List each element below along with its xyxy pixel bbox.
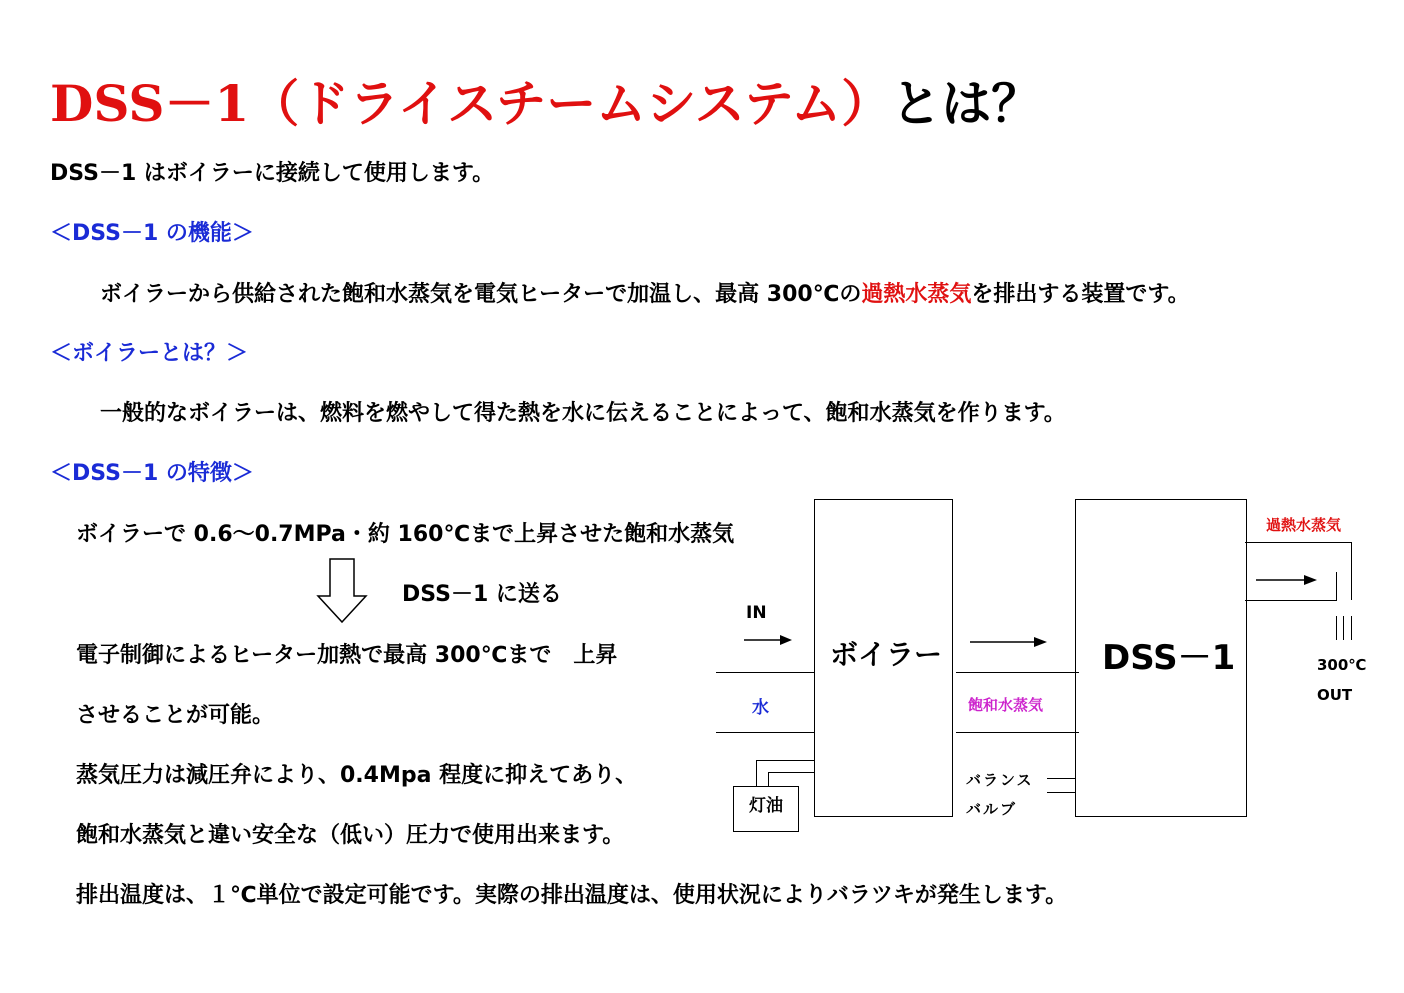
heading-features: ＜DSS－1 の特徴＞ <box>50 461 254 486</box>
steam-line-bottom <box>956 732 1079 733</box>
feature-line-1: ボイラーで 0.6～0.7MPa・約 160℃まで上昇させた飽和水蒸気 <box>76 522 735 547</box>
out-pipe-bottom-horizontal <box>1245 600 1337 601</box>
water-label: 水 <box>752 698 769 718</box>
balance-line-2 <box>1047 792 1075 793</box>
function-text <box>100 277 1190 308</box>
dss-label: DSS－1 <box>1102 638 1236 678</box>
balance-label-2: バルブ <box>966 800 1018 818</box>
steam-arrow-icon <box>968 634 1050 650</box>
saturated-label: 飽和水蒸気 <box>968 696 1044 714</box>
feature-line-6: 排出温度は、１℃単位で設定可能です。実際の排出温度は、使用状況によりバラツキが発生します。 <box>76 883 1068 908</box>
in-label: IN <box>746 603 767 623</box>
out-pipe-top-vertical <box>1351 542 1352 600</box>
temp-label: 300℃ <box>1317 656 1367 674</box>
kerosene-box <box>733 786 799 832</box>
feature-line-4: 蒸気圧力は減圧弁により、0.4Mpa 程度に抑えてあり、 <box>76 763 638 788</box>
down-arrow-icon <box>316 558 368 624</box>
heading-function: ＜DSS－1 の機能＞ <box>50 221 254 246</box>
boiler-text: 一般的なボイラーは、燃料を燃やして得た熱を水に伝えることによって、飽和水蒸気を作ります。 <box>100 401 1066 426</box>
kerosene-pipe-2-vertical <box>768 772 769 786</box>
out-pipe-bottom-vertical <box>1336 572 1337 600</box>
out-tick-2 <box>1343 616 1344 640</box>
superheated-label: 過熱水蒸気 <box>1266 516 1342 534</box>
out-arrow-icon <box>1254 572 1320 588</box>
out-pipe-top-horizontal <box>1245 542 1352 543</box>
function-text-after: を排出する装置です。 <box>971 282 1190 307</box>
in-arrow-icon <box>742 632 794 648</box>
feature-line-3: させることが可能。 <box>76 703 275 728</box>
out-tick-1 <box>1336 616 1337 640</box>
feature-line-5: 飽和水蒸気と違い安全な（低い）圧力で使用出来ます。 <box>76 823 625 848</box>
kerosene-pipe-1-horizontal <box>756 760 814 761</box>
out-tick-3 <box>1351 616 1352 640</box>
page-title-black: とは？ <box>891 74 1042 133</box>
function-text-highlight: 過熱水蒸気 <box>861 282 972 307</box>
heading-boiler: ＜ボイラーとは？＞ <box>50 341 249 366</box>
feature-line-2: 電子制御によるヒーター加熱で最高 300℃まで 上昇 <box>76 643 618 668</box>
feature-arrow-label: DSS－1 に送る <box>402 582 562 607</box>
kerosene-pipe-1-vertical <box>756 760 757 786</box>
out-label: OUT <box>1317 686 1353 704</box>
balance-line-1 <box>1047 778 1075 779</box>
page-title-red: DSS－1（ドライスチームシステム） <box>50 74 892 133</box>
kerosene-pipe-2-horizontal <box>768 772 814 773</box>
intro-text: DSS－1 はボイラーに接続して使用します。 <box>50 161 495 186</box>
boiler-label: ボイラー <box>830 638 943 671</box>
steam-line-top <box>956 672 1079 673</box>
water-line-bottom <box>716 732 814 733</box>
balance-label-1: バランス <box>966 771 1034 789</box>
page-title <box>50 64 1041 136</box>
water-line-top <box>716 672 814 673</box>
function-text-before: ボイラーから供給された飽和水蒸気を電気ヒーターで加温し、最高 300℃の <box>100 282 862 307</box>
kerosene-label: 灯油 <box>749 796 783 816</box>
